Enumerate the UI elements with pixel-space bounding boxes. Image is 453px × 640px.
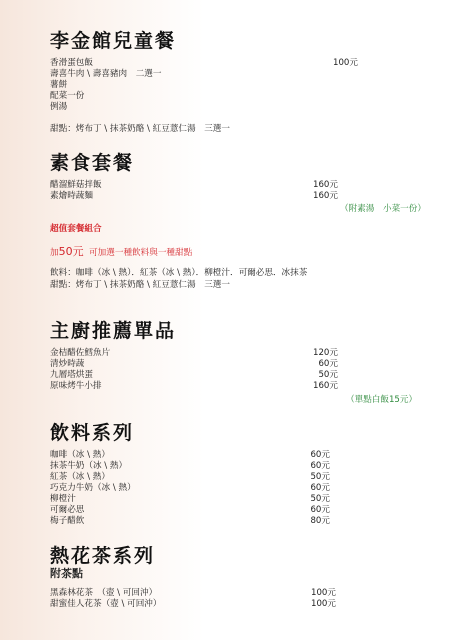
menu-item-price: 50元 <box>310 494 330 504</box>
menu-item-name: 清炒時蔬 <box>50 359 85 369</box>
menu-item-price: 160元 <box>313 180 338 190</box>
menu-item-name: 黑森林花茶 （壺 \ 可回沖） <box>50 588 158 598</box>
menu-item-name: 甜蜜佳人花茶（壺 \ 可回沖） <box>50 599 162 609</box>
section-title-tea: 熱花茶系列 <box>50 545 156 567</box>
menu-item-price: 100元 <box>311 599 336 609</box>
menu-item-price: 50元 <box>318 370 338 380</box>
menu-item-name: 柳橙汁 <box>50 494 76 504</box>
menu-item-price: 160元 <box>313 191 338 201</box>
menu-item-name: 素燴時蔬麵 <box>50 191 93 201</box>
menu-item-price: 160元 <box>313 381 338 391</box>
menu-item-name: 紅茶（冰 \ 熱） <box>50 472 110 482</box>
combo-desserts: 甜點：烤布丁 \ 抹茶奶酪 \ 紅豆薏仁湯 三選一 <box>50 280 230 290</box>
menu-item-price: 60元 <box>310 505 330 515</box>
section-title-kids: 李金館兒童餐 <box>50 30 177 52</box>
menu-item-price: 60元 <box>310 450 330 460</box>
dessert-options: 甜點：烤布丁 \ 抹茶奶酪 \ 紅豆薏仁湯 三選一 <box>50 124 230 134</box>
menu-item-name: 巧克力牛奶（冰 \ 熱） <box>50 483 136 493</box>
tea-subtitle: 附茶點 <box>50 567 83 580</box>
section-title-veg: 素食套餐 <box>50 152 135 174</box>
menu-item-price: 80元 <box>310 516 330 526</box>
menu-item-price: 60元 <box>310 483 330 493</box>
menu-item-name: 梅子醋飲 <box>50 516 85 526</box>
section-title-chef: 主廚推薦單品 <box>50 320 177 342</box>
menu-item-name: 原味烤牛小排 <box>50 381 102 391</box>
menu-item-price: 120元 <box>313 348 338 358</box>
combo-add-prefix: 加 <box>50 248 59 258</box>
chef-note: （單點白飯15元） <box>346 395 418 405</box>
menu-item-name: 例湯 <box>50 102 68 112</box>
menu-item-price: 100元 <box>311 588 336 598</box>
menu-item-name: 咖啡（冰 \ 熱） <box>50 450 110 460</box>
menu-item-name: 壽喜牛肉 \ 壽喜豬肉 二選一 <box>50 69 162 79</box>
combo-heading: 超值套餐組合 <box>50 224 102 234</box>
menu-item-name: 九層塔烘蛋 <box>50 370 93 380</box>
menu-item-price: 60元 <box>310 461 330 471</box>
menu-item-price: 100元 <box>333 58 358 68</box>
veg-note: （附素湯 小菜一份） <box>340 204 426 214</box>
menu-item-name: 香滑蛋包飯 <box>50 58 93 68</box>
menu-item-name: 抹茶牛奶（冰 \ 熱） <box>50 461 128 471</box>
combo-add-line <box>50 243 192 259</box>
menu-item-price: 60元 <box>318 359 338 369</box>
menu-item-name: 配菜一份 <box>50 91 85 101</box>
combo-add-amount: 50元 <box>58 245 84 258</box>
menu-item-name: 醋溜鮮菇拌飯 <box>50 180 102 190</box>
menu-item-price: 50元 <box>310 472 330 482</box>
section-title-drinks: 飲料系列 <box>50 422 135 444</box>
combo-add-text: 可加選一種飲料與一種甜點 <box>89 248 193 258</box>
menu-item-name: 可爾必思 <box>50 505 85 515</box>
menu-item-name: 金桔醋佐鱈魚片 <box>50 348 111 358</box>
menu-item-name: 薯餅 <box>50 80 68 90</box>
combo-drinks: 飲料：咖啡（冰 \ 熱）．紅茶（冰 \ 熱）．柳橙汁．可爾必思．冰抹茶 <box>50 268 308 278</box>
